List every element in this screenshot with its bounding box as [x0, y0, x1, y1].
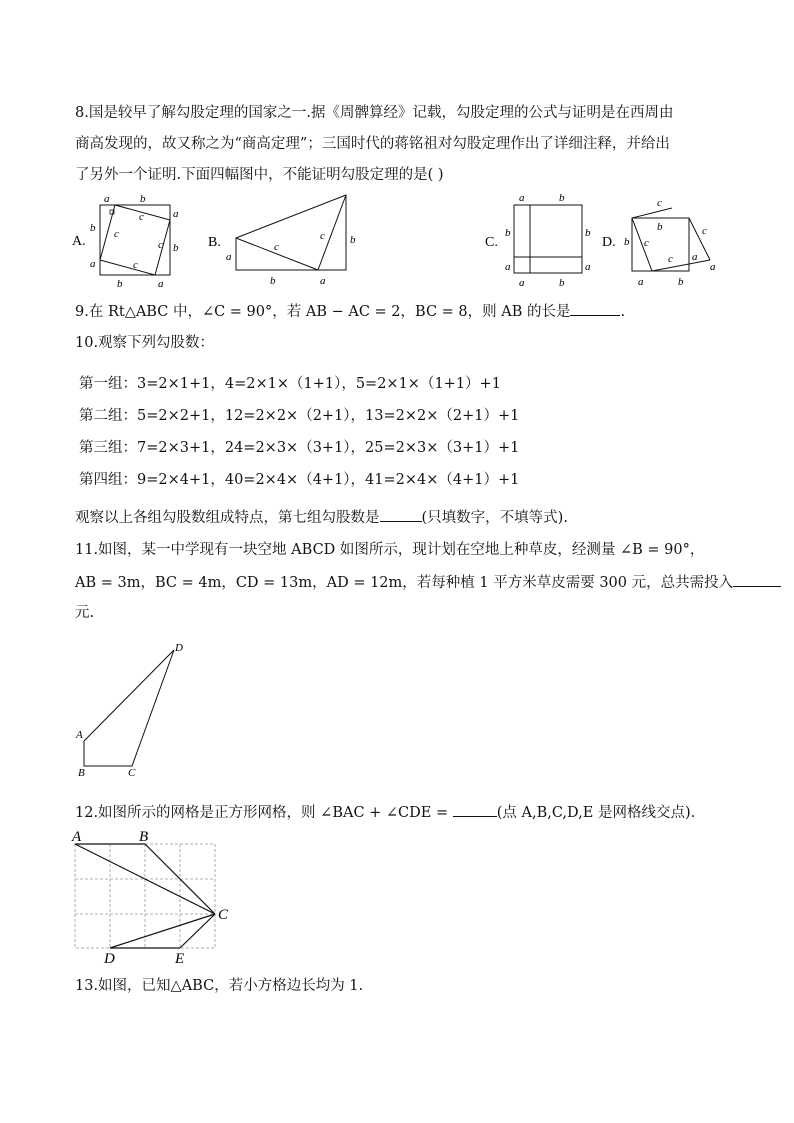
- svg-text:b: b: [657, 221, 663, 233]
- svg-text:b: b: [90, 222, 96, 234]
- svg-text:b: b: [350, 234, 356, 246]
- svg-text:c: c: [702, 225, 707, 237]
- svg-text:A: A: [76, 729, 83, 741]
- svg-text:c: c: [139, 211, 144, 223]
- svg-text:b: b: [585, 227, 591, 239]
- q12-answer-blank[interactable]: [453, 802, 497, 817]
- q8-figure-c: [485, 190, 600, 294]
- q13-text: 13.如图，已知△ABC，若小方格边长均为 1.: [75, 978, 364, 994]
- q8-line2: 商高发现的，故又称之为“商高定理”；三国时代的蒋铭祖对勾股定理作出了详细注释，并给出: [75, 136, 670, 152]
- q8-figure-d: [602, 190, 722, 294]
- svg-text:C: C: [128, 767, 136, 779]
- svg-text:c: c: [320, 230, 325, 242]
- q10-title: 10.观察下列勾股数：: [75, 335, 215, 351]
- q9-answer-blank[interactable]: [570, 301, 620, 316]
- q9-text: 9.在 Rt△ABC 中，∠C = 90°，若 AB − AC = 2，BC = 8，则 AB 的长是 .: [75, 301, 625, 322]
- q8-figure-a: [72, 193, 187, 292]
- q8-option-b-label: B.: [208, 235, 221, 250]
- q10-group-1: 第一组：3=2×1+1，4=2×1×（1+1），5=2×1×（1+1）+1: [79, 376, 501, 392]
- q8-line1: 8.国是较早了解勾股定理的国家之一.据《周髀算经》记载，勾股定理的公式与证明是在西周由: [75, 105, 674, 121]
- q11-figure: [70, 638, 195, 787]
- q8-figure-b: [208, 190, 363, 294]
- svg-text:c: c: [274, 241, 279, 253]
- svg-text:b: b: [173, 242, 179, 254]
- q10-group-4: 第四组：9=2×4+1，40=2×4×（4+1），41=2×4×（4+1）+1: [79, 472, 520, 488]
- svg-text:a: a: [173, 208, 179, 220]
- q11-line3: 元.: [75, 605, 95, 621]
- svg-text:D: D: [175, 642, 183, 654]
- svg-text:B: B: [139, 829, 149, 845]
- q8-option-c-label: C.: [485, 235, 498, 250]
- q10-question: 观察以上各组勾股数组成特点，第七组勾股数是 (只填数字，不填等式).: [75, 507, 568, 528]
- svg-text:c: c: [668, 253, 673, 265]
- q8-line3: 了另外一个证明.下面四幅图中，不能证明勾股定理的是( ): [75, 167, 444, 183]
- svg-text:a: a: [90, 258, 96, 270]
- svg-text:b: b: [140, 193, 146, 205]
- svg-text:a: a: [692, 251, 698, 263]
- svg-text:c: c: [158, 239, 163, 251]
- svg-text:a: a: [585, 261, 591, 273]
- svg-text:b: b: [270, 275, 276, 287]
- svg-text:b: b: [624, 236, 630, 248]
- q11-line1: 11.如图，某一中学现有一块空地 ABCD 如图所示，现计划在空地上种草皮，经测量 ∠B = 90°，: [75, 542, 705, 558]
- svg-text:a: a: [320, 275, 326, 287]
- svg-text:c: c: [133, 259, 138, 271]
- q10-group-2: 第二组：5=2×2+1，12=2×2×（2+1），13=2×2×（2+1）+1: [79, 408, 520, 424]
- svg-text:c: c: [644, 237, 649, 249]
- svg-text:b: b: [117, 278, 123, 288]
- svg-text:b: b: [559, 277, 565, 289]
- svg-text:a: a: [519, 192, 525, 204]
- svg-text:a: a: [638, 276, 644, 288]
- q8-option-a-label: A.: [72, 234, 86, 249]
- q11-answer-blank[interactable]: [733, 572, 781, 587]
- q10-answer-blank[interactable]: [380, 507, 422, 522]
- svg-text:a: a: [710, 261, 716, 273]
- svg-text:b: b: [505, 227, 511, 239]
- q12-grid-figure: [66, 825, 241, 969]
- svg-text:D: D: [104, 951, 115, 965]
- q11-line2: AB = 3m，BC = 4m，CD = 13m，AD = 12m，若每种植 1 平方米草皮需要 300 元，总共需投入: [75, 572, 781, 593]
- svg-text:a: a: [226, 251, 232, 263]
- q8-option-d-label: D.: [602, 235, 616, 250]
- svg-text:a: a: [158, 278, 164, 288]
- svg-text:C: C: [218, 907, 229, 923]
- svg-text:B: B: [78, 767, 85, 779]
- svg-text:a: a: [519, 277, 525, 289]
- svg-text:b: b: [678, 276, 684, 288]
- svg-text:a: a: [505, 261, 511, 273]
- svg-text:c: c: [657, 197, 662, 209]
- svg-text:E: E: [175, 951, 185, 965]
- q10-group-3: 第三组：7=2×3+1，24=2×3×（3+1），25=2×3×（3+1）+1: [79, 440, 520, 456]
- svg-text:a: a: [104, 193, 110, 205]
- q12-text: 12.如图所示的网格是正方形网格，则 ∠BAC + ∠CDE = (点 A,B,C,D,E 是网格线交点).: [75, 802, 695, 823]
- svg-text:b: b: [559, 192, 565, 204]
- svg-text:c: c: [114, 228, 119, 240]
- svg-text:A: A: [72, 829, 82, 845]
